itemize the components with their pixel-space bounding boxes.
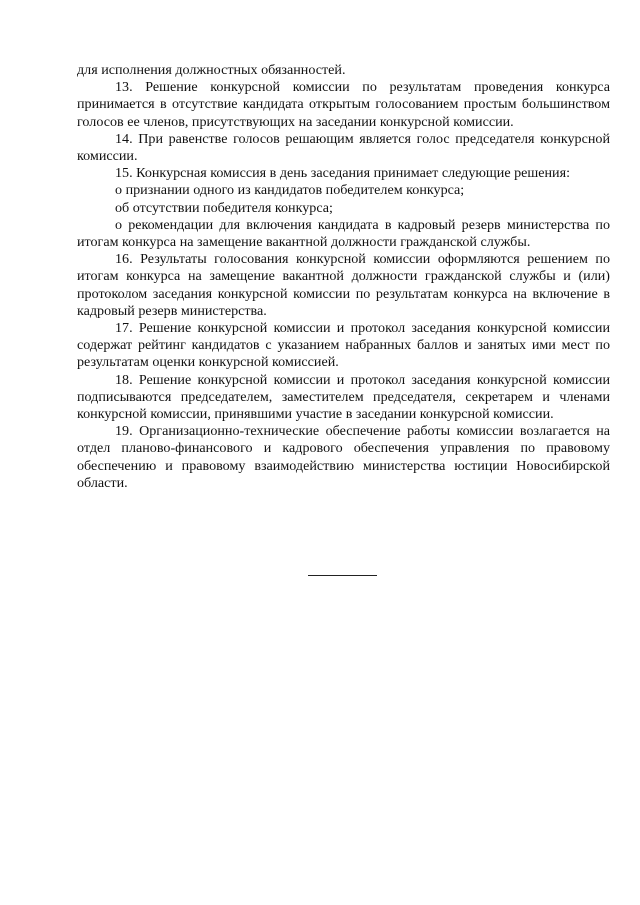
document-body [77, 62, 610, 492]
paragraph-19: 19. Организационно-технические обеспечение работы комиссии возлагается на отдел планово-финансового и кадрового обеспечения управления по правовому обеспечению и правовому взаимодействию министерства юстиции Новосибирской области. [77, 423, 610, 491]
paragraph-15-item-reserve: о рекомендации для включения кандидата в кадровый резерв министерства по итогам конкурса на замещение вакантной должности гражданской службы. [77, 216, 610, 251]
paragraph-continuation: для исполнения должностных обязанностей. [77, 62, 346, 78]
end-divider-line [308, 575, 377, 576]
paragraph-15-item-winner: о признании одного из кандидатов победителем конкурса; [115, 182, 465, 199]
paragraph-16: 16. Результаты голосования конкурсной комиссии оформляются решением по итогам конкурса на замещение вакантной должности гражданской службы и (или) протоколом заседания конкурсной комиссии по результатам конкурса на включение в кадровый резерв министерства. [77, 251, 610, 319]
paragraph-13: 13. Решение конкурсной комиссии по результатам проведения конкурса принимается в отсутствие кандидата открытым голосованием простым большинством голосов ее членов, присутствующих на заседании конкурсной комиссии. [77, 79, 610, 130]
paragraph-14: 14. При равенстве голосов решающим является голос председателя конкурсной комиссии. [77, 130, 610, 165]
paragraph-15-item-no-winner: об отсутствии победителя конкурса; [115, 199, 333, 216]
paragraph-17: 17. Решение конкурсной комиссии и протокол заседания конкурсной комиссии содержат рейтинг кандидатов с указанием набранных баллов и занятых ими мест по результатам оценки конкурсной комиссией. [77, 320, 610, 371]
paragraph-15: 15. Конкурсная комиссия в день заседания принимает следующие решения: [115, 165, 570, 182]
paragraph-18: 18. Решение конкурсной комиссии и протокол заседания конкурсной комиссии подписываются председателем, заместителем председателя, секретарем и членами конкурсной комиссии, принявшими участие в заседании конкурсной комиссии. [77, 371, 610, 423]
